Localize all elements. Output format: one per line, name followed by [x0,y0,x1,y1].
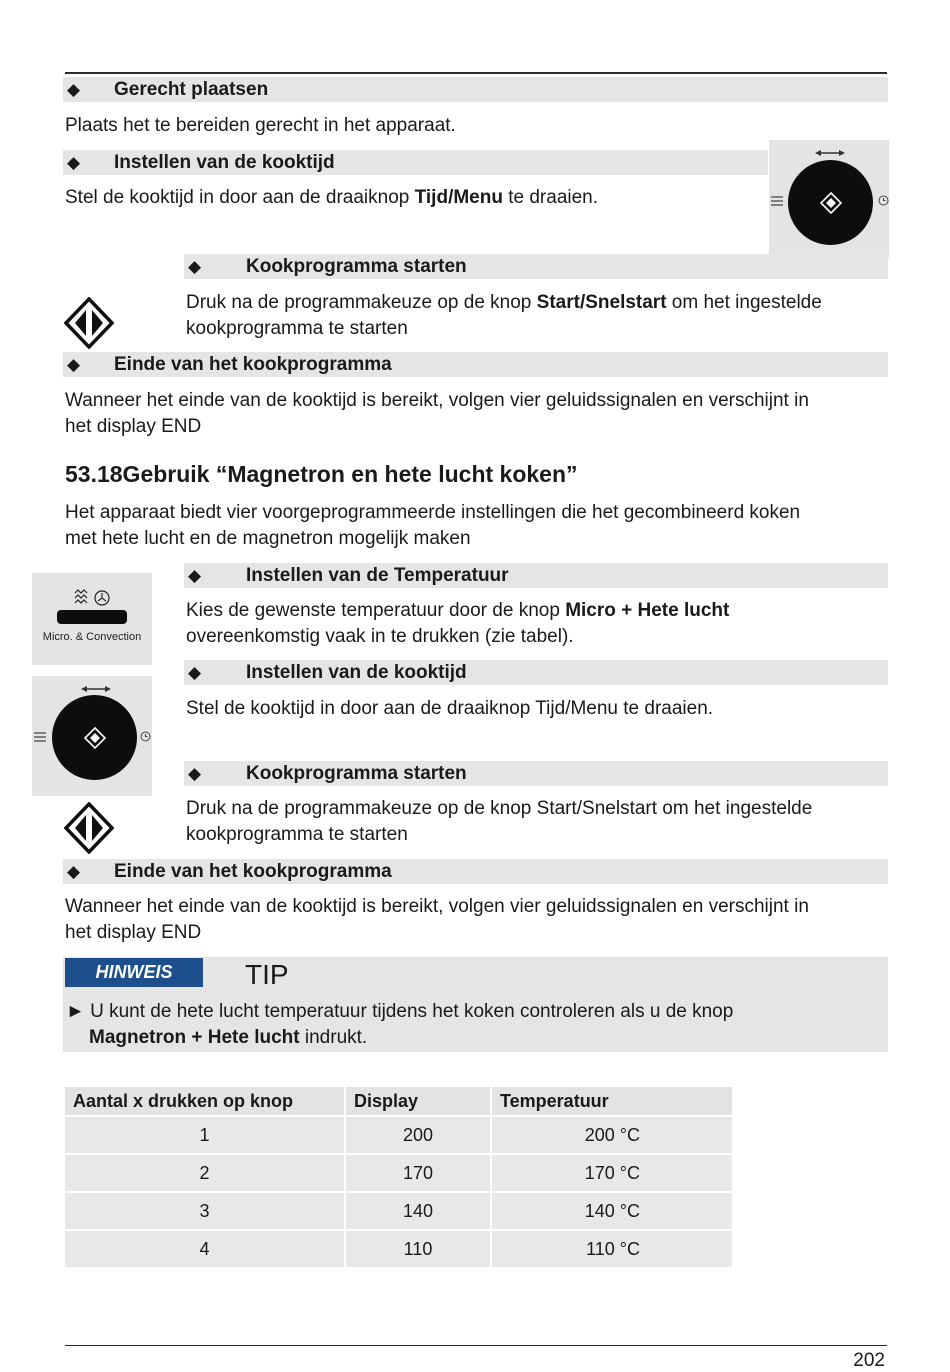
section-heading: 53.18Gebruik “Magnetron en hete lucht koken” [65,461,578,487]
micro-convection-panel [32,573,152,665]
page-number: 202 [853,1350,885,1371]
section-title: Instellen van de Temperatuur [246,565,509,586]
column-header: Temperatuur [491,1087,733,1116]
body-text: Stel de kooktijd in door aan de draaiknop [65,187,415,208]
body-text: Druk na de programmakeuze op de knop Start/Snelstart om het ingestelde [186,798,813,819]
body-text: Wanneer het einde van de kooktijd is bereikt, volgen vier geluidssignalen en verschijnt in [65,896,809,917]
body-bold: Tijd/Menu [414,187,503,208]
temperature-table [65,1087,734,1267]
body-text: Druk na de programmakeuze op de knop [186,292,537,313]
tip-body [66,999,733,1051]
section-bar-einde-2 [63,859,888,884]
tip-box [63,957,888,1052]
section-body [65,185,598,211]
knob-panel [32,676,152,796]
section-body: Stel de kooktijd in door aan de draaiknop Tijd/Menu te draaien. [186,698,714,719]
diamond-icon: ◆ [67,862,81,881]
rotate-arrow-icon [80,684,112,694]
table-row [65,1154,733,1192]
section-body [65,388,809,440]
diamond-icon: ◆ [188,257,202,276]
body-bold: Micro + Hete lucht [565,600,730,621]
section-title: Kookprogramma starten [246,763,467,784]
body-bold: Magnetron + Hete lucht [89,1027,300,1048]
section-title: Gerecht plaatsen [114,79,269,100]
table-cell: 2 [65,1154,345,1192]
table-cell: 4 [65,1230,345,1267]
section-body [186,796,812,848]
section-title: Instellen van de kooktijd [114,152,335,173]
tip-title: TIP [245,959,289,990]
body-text: om het ingestelde [666,292,822,313]
section-bar-gerecht [63,77,888,102]
body-text: het display END [65,416,202,437]
diamond-icon: ◆ [188,663,202,682]
table-cell: 170 [345,1154,491,1192]
section-body [186,290,822,342]
section-body [65,894,809,946]
table-cell: 140 °C [491,1192,733,1230]
diamond-icon: ◆ [188,764,202,783]
table-cell: 1 [65,1116,345,1154]
microwave-convection-icon [74,589,112,607]
table-cell: 110 [345,1230,491,1267]
section-title: Instellen van de kooktijd [246,662,467,683]
body-text: het display END [65,922,202,943]
diamond-icon: ◆ [67,355,81,374]
table-header-row [65,1087,733,1116]
table-cell: 110 °C [491,1230,733,1267]
table-cell: 170 °C [491,1154,733,1192]
section-bar-temperatuur [184,563,888,588]
section-bar-kooktijd-2 [184,660,888,685]
section-body: Plaats het te bereiden gerecht in het apparaat. [65,115,456,136]
knob-diamond-icon [84,727,106,749]
body-text: U kunt de hete lucht temperatuur tijdens het koken controleren als u de knop [90,1001,734,1022]
clock-icon [878,195,889,206]
section-bar-starten-2 [184,761,888,786]
intro-text [65,500,800,552]
body-text: te draaien. [502,187,599,208]
knob-panel [769,140,889,258]
pointer-arrow-icon: ► [66,1001,85,1022]
section-title: Einde van het kookprogramma [114,354,392,375]
section-bar-kooktijd [63,150,768,175]
body-text: Het apparaat biedt vier voorgeprogrammeerde instellingen die het gecombineerd koken [65,502,801,523]
micro-convection-button [57,610,127,624]
panel-label: Micro. & Convection [42,631,142,643]
section-bar-starten [184,254,888,279]
table-row [65,1116,733,1154]
section-bar-einde [63,352,888,377]
clock-icon [140,731,151,742]
body-text: Kies de gewenste temperatuur door de knop [186,600,566,621]
menu-list-icon [770,195,784,207]
section-title: Kookprogramma starten [246,256,467,277]
knob-diamond-icon [820,192,842,214]
start-button-icon [64,297,114,349]
table-cell: 200 [345,1116,491,1154]
top-rule [65,72,887,74]
body-text: indrukt. [299,1027,368,1048]
body-text: Wanneer het einde van de kooktijd is bereikt, volgen vier geluidssignalen en verschijnt in [65,390,809,411]
column-header: Aantal x drukken op knop [65,1087,345,1116]
body-text: kookprogramma te starten [186,318,408,339]
table-row [65,1192,733,1230]
table-cell: 200 °C [491,1116,733,1154]
body-bold: Start/Snelstart [536,292,667,313]
section-title: Einde van het kookprogramma [114,861,392,882]
body-text: met hete lucht en de magnetron mogelijk maken [65,528,471,549]
table-cell: 3 [65,1192,345,1230]
body-text: kookprogramma te starten [186,824,408,845]
column-header: Display [345,1087,491,1116]
diamond-icon: ◆ [67,80,81,99]
table-row [65,1230,733,1267]
diamond-icon: ◆ [188,566,202,585]
menu-list-icon [33,731,47,743]
start-button-icon [64,802,114,854]
rotate-arrow-icon [814,148,846,158]
hinweis-badge: HINWEIS [65,958,203,987]
body-text: overeenkomstig vaak in te drukken (zie tabel). [186,626,574,647]
bottom-rule [65,1345,887,1346]
section-body [186,598,729,650]
table-cell: 140 [345,1192,491,1230]
diamond-icon: ◆ [67,153,81,172]
